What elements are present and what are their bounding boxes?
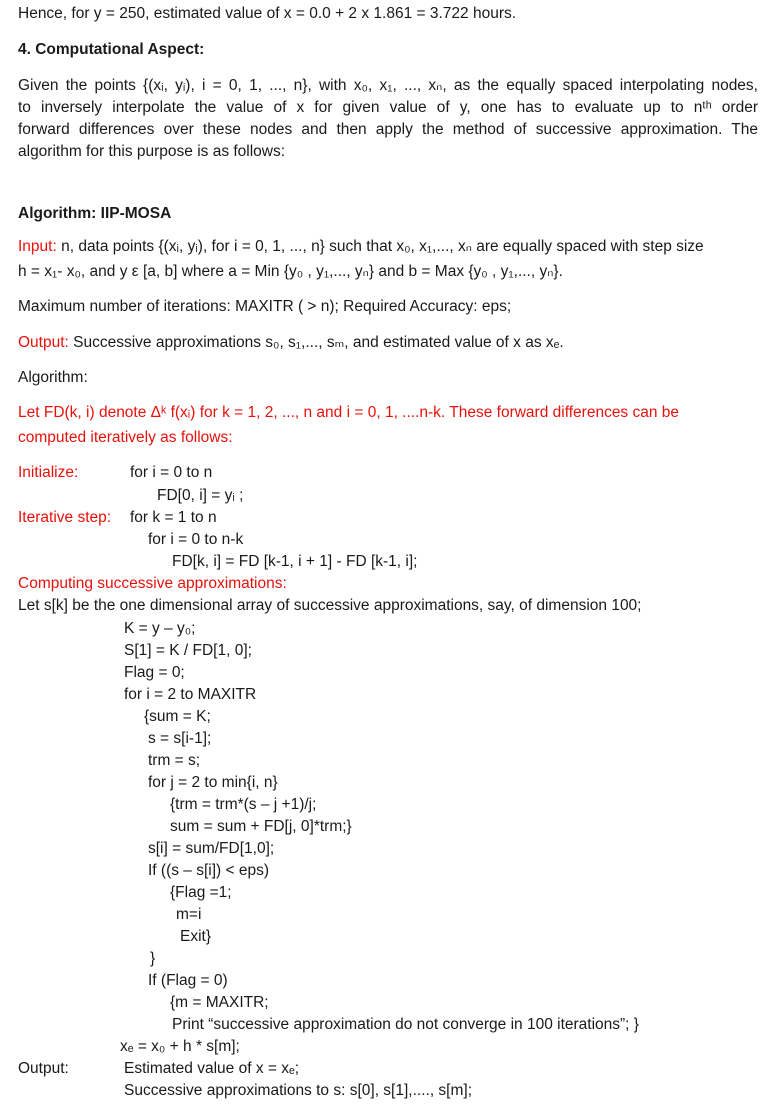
code-line: If ((s – s[i]) < eps) [148,862,270,879]
algorithm-title: Algorithm: IIP-MOSA [18,205,172,222]
final-output-line: Successive approximations to s: s[0], s[1],...., s[m]; [124,1082,473,1099]
code-line: for k = 1 to n [130,509,217,526]
intro-line: Hence, for y = 250, estimated value of x = 0.0 + 2 x 1.861 = 3.722 hours. [18,5,517,22]
output-label: Output: [18,334,69,351]
max-iterations: Maximum number of iterations: MAXITR ( > n); Required Accuracy: eps; [18,298,512,315]
paragraph-line: to inversely interpolate the value of x for given value of y, one has to evaluate up to nᵗʰ order [18,99,758,116]
code-line: {sum = K; [144,708,211,725]
input-text-2: h = x₁- x₀, and y ε [a, b] where a = Min {y₀ , y₁,..., yₙ} and b = Max {y₀ , y₁,..., yₙ}. [18,263,563,280]
code-line: for i = 0 to n [130,464,213,481]
code-line: {trm = trm*(s – j +1)/j; [170,796,317,813]
algorithm-label: Algorithm: [18,369,88,386]
code-line: for j = 2 to min{i, n} [148,774,278,791]
code-line: Print “successive approximation do not converge in 100 iterations”; } [172,1016,639,1033]
computing-label: Computing successive approximations: [18,575,287,592]
code-line: FD[0, i] = yᵢ ; [157,487,244,504]
red-paragraph-2: computed iteratively as follows: [18,429,233,446]
paragraph-line: Given the points {(xᵢ, yᵢ), i = 0, 1, ..., n}, with x₀, x₁, ..., xₙ, as the equally spaced interpolating nodes, [18,77,758,94]
input-label: Input: [18,238,57,255]
let-s-line: Let s[k] be the one dimensional array of successive approximations, say, of dimension 100; [18,597,642,614]
input-text: n, data points {(xᵢ, yᵢ), for i = 0, 1, ..., n} such that x₀, x₁,..., xₙ are equally spaced with step size [56,238,704,255]
code-line: for i = 2 to MAXITR [124,686,257,703]
code-line: xₑ = x₀ + h * s[m]; [120,1038,240,1055]
paragraph-line: forward differences over these nodes and then apply the method of successive approximation. The [18,121,758,138]
code-line: Flag = 0; [124,664,185,681]
section-heading: 4. Computational Aspect: [18,41,205,58]
code-line: {Flag =1; [170,884,232,901]
final-output-label: Output: [18,1060,69,1077]
iterative-step-label: Iterative step: [18,509,112,526]
code-line: If (Flag = 0) [148,972,228,989]
paragraph-line: algorithm for this purpose is as follows: [18,143,286,160]
code-line: {m = MAXITR; [170,994,269,1011]
code-line: Exit} [180,928,212,945]
initialize-label: Initialize: [18,464,79,481]
code-line: K = y – y₀; [124,620,196,637]
output-text: Successive approximations s₀, s₁,..., sₘ, and estimated value of x as xₑ. [68,334,564,351]
code-line: for i = 0 to n-k [148,531,244,548]
code-line: m=i [176,906,202,923]
code-line: } [150,950,156,967]
final-output-line: Estimated value of x = xₑ; [124,1060,300,1077]
code-line: s = s[i-1]; [148,730,212,747]
code-line: sum = sum + FD[j, 0]*trm;} [170,818,352,835]
input-line [18,237,704,257]
code-line: s[i] = sum/FD[1,0]; [148,840,275,857]
output-line [18,333,564,353]
code-line: FD[k, i] = FD [k-1, i + 1] - FD [k-1, i]; [172,553,418,570]
code-line: S[1] = K / FD[1, 0]; [124,642,252,659]
code-line: trm = s; [148,752,201,769]
red-paragraph-1: Let FD(k, i) denote Δᵏ f(xᵢ) for k = 1, 2, ..., n and i = 0, 1, ....n-k. These forward differences can be [18,404,680,421]
